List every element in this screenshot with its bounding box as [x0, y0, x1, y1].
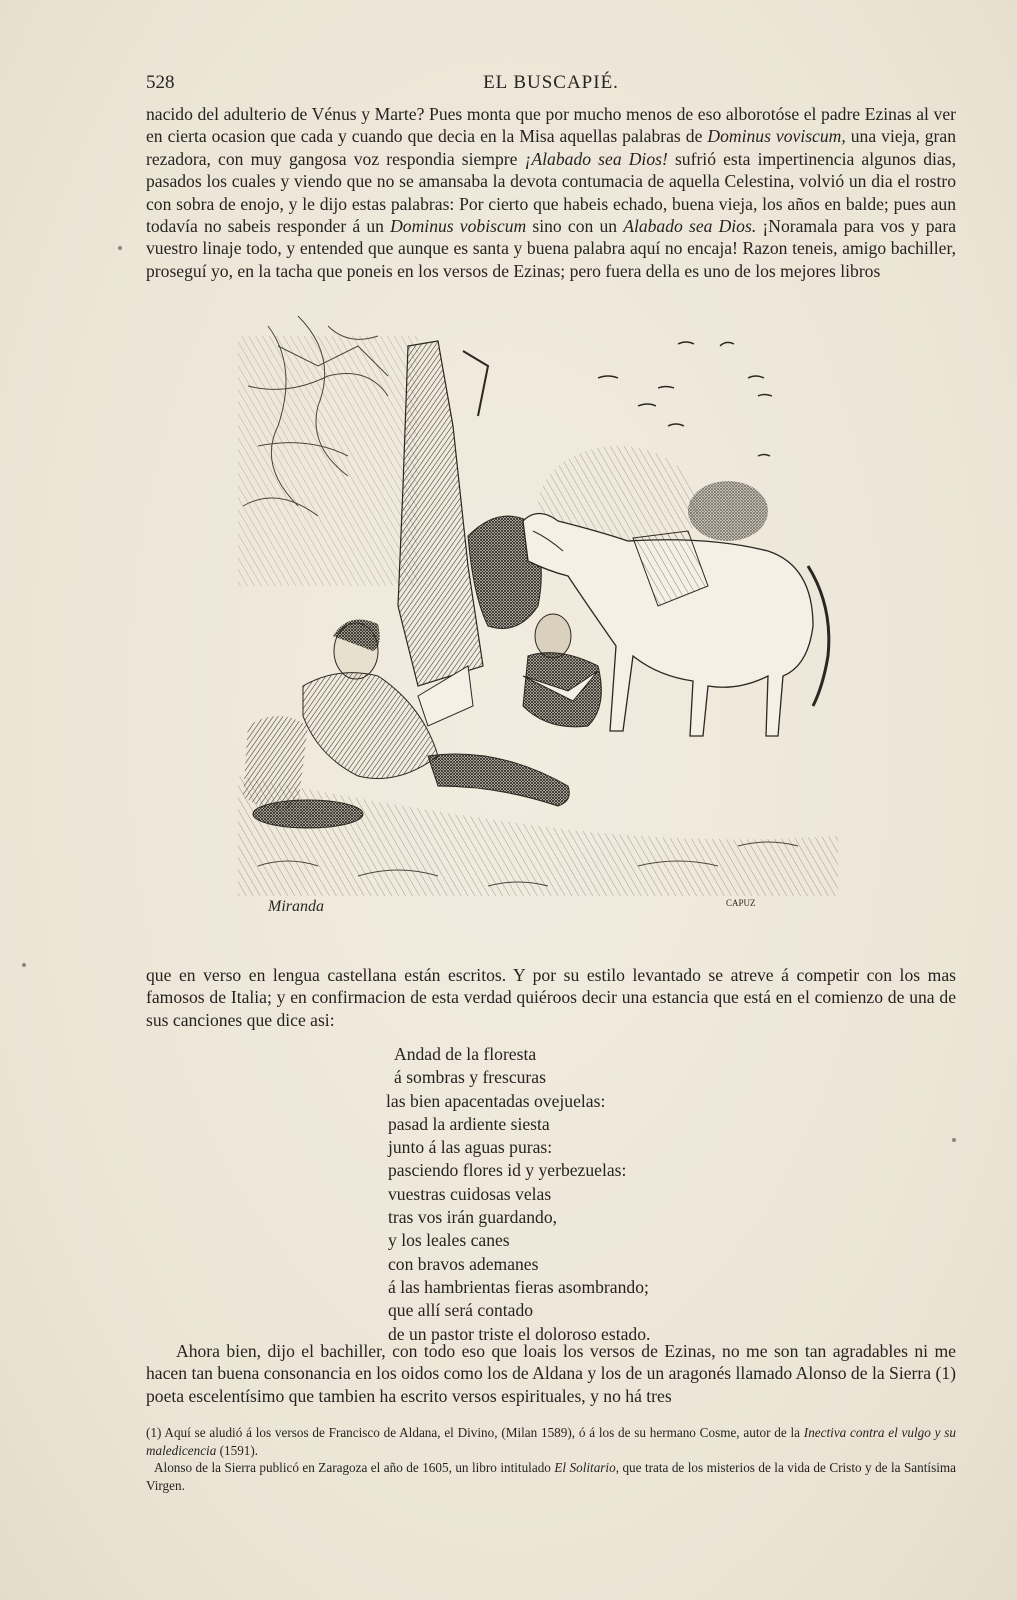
- text-run: sufrió esta impertinencia algunos dias, pasados los cuales y viendo que no se amansaba la devota contumacia de aquella Celestina, volvió un dia el rostro con sobra de enojo, y le dijo estas palabras: Por cierto que habeis echado, buena vieja, los años en balde; pues aun todavía no sabeis responder á un: [146, 148, 956, 237]
- poem-line: con bravos ademanes: [388, 1253, 539, 1274]
- engraving-svg: [238, 306, 850, 936]
- text-run: (1) Aquí se aludió á los versos de Francisco de Aldana, el Divino, (Milan 1589), ó á los de su hermano Cosme, autor de la: [146, 1425, 804, 1440]
- poem-line: tras vos irán guardando,: [388, 1207, 558, 1228]
- paragraph-mid: [146, 964, 956, 1031]
- second-reader: [523, 614, 601, 727]
- poem-line: á las hambrientas fieras asombrando;: [388, 1276, 649, 1297]
- poem-stanza: [386, 1043, 732, 1346]
- latin-phrase: Dominus voviscum,: [707, 126, 846, 147]
- page-header: [146, 72, 956, 98]
- poem-line: las bien apacentadas ovejuelas:: [386, 1090, 606, 1111]
- latin-phrase: Dominus vobiscum: [390, 216, 527, 237]
- signature-left: Miranda: [268, 898, 324, 915]
- text-run: nacido del adulterio de Vénus y Marte? Pues monta que por mucho menos de eso alborotóse el padre Ezinas al ver en cierta ocasion que cada y cuando que decia en la Misa aquellas palabras de: [146, 104, 956, 147]
- birds: [598, 342, 772, 456]
- exclamation-phrase: Alabado sea Dios.: [623, 216, 757, 237]
- poem-line: á sombras y frescuras: [394, 1067, 546, 1088]
- text-run: ¡Noramala para vos y para vuestro linaje todo, y entended que aunque es santa y buena palabra aquí no encaja! Razon teneis, amigo bachiller, proseguí yo, en la tacha que poneis en los versos de Ezinas; pero fuera della es uno de los mejores libros: [146, 216, 957, 281]
- footnotes: [146, 1424, 956, 1494]
- paragraph-top: [146, 103, 956, 282]
- exclamation-phrase: ¡Alabado sea Dios!: [524, 148, 668, 169]
- paragraph-text: Ahora bien, dijo el bachiller, con todo eso que loais los versos de Ezinas, no me son tan agradables ni me hacen tan buena consonancia en los oidos como los de Aldana y los de un aragonés llamado Alonso de la Sierra (1) poeta escelentísimo que tambien ha escrito versos espirituales, y no há tres: [146, 1341, 956, 1406]
- poem-line: pasad la ardiente siesta: [388, 1113, 550, 1134]
- text-run: (1591).: [216, 1442, 259, 1458]
- paragraph-text: que en verso en lengua castellana están escritos. Y por su estilo levantado se atreve á competir con los mas famosos de Italia; y en confirmacion de esta verdad quiéroos decir una estancia que está en el comienzo de una de sus canciones que dice asi:: [146, 965, 956, 1030]
- footnote-1: [146, 1424, 956, 1459]
- margin-mark: [22, 963, 26, 967]
- poem-line: de un pastor triste el doloroso estado.: [388, 1323, 651, 1344]
- text-run: Alonso de la Sierra publicó en Zaragoza el año de 1605, un libro intitulado: [154, 1460, 555, 1475]
- tree-trunk: [398, 341, 483, 686]
- poem-line: que allí será contado: [388, 1300, 534, 1321]
- text-run: , que trata de los misterios de la vida de Cristo y de la Santísima Virgen.: [146, 1460, 956, 1493]
- page-number: 528: [146, 72, 175, 93]
- text-run: una vieja, gran rezadora, con muy gangosa voz respondia siempre: [146, 126, 956, 169]
- signature-right: CAPUZ: [726, 898, 756, 908]
- footnote-2: [146, 1459, 956, 1494]
- poem-line: Andad de la floresta: [394, 1044, 537, 1064]
- engraving-illustration: [238, 306, 850, 936]
- poem-line: pasciendo flores id y yerbezuelas:: [388, 1160, 627, 1181]
- book-title: El Solitario: [554, 1460, 616, 1475]
- margin-mark: [952, 1138, 956, 1142]
- poem-line: vuestras cuidosas velas: [388, 1183, 552, 1204]
- margin-mark: [118, 246, 122, 250]
- book-title: Inectiva contra el vulgo y su maledicencia: [146, 1425, 956, 1458]
- poem-line: y los leales canes: [388, 1230, 510, 1251]
- paragraph-bottom: [146, 1340, 956, 1407]
- running-title: EL BUSCAPIÉ.: [483, 72, 619, 93]
- text-run: sino con un: [526, 216, 624, 237]
- poem-line: junto á las aguas puras:: [388, 1137, 553, 1158]
